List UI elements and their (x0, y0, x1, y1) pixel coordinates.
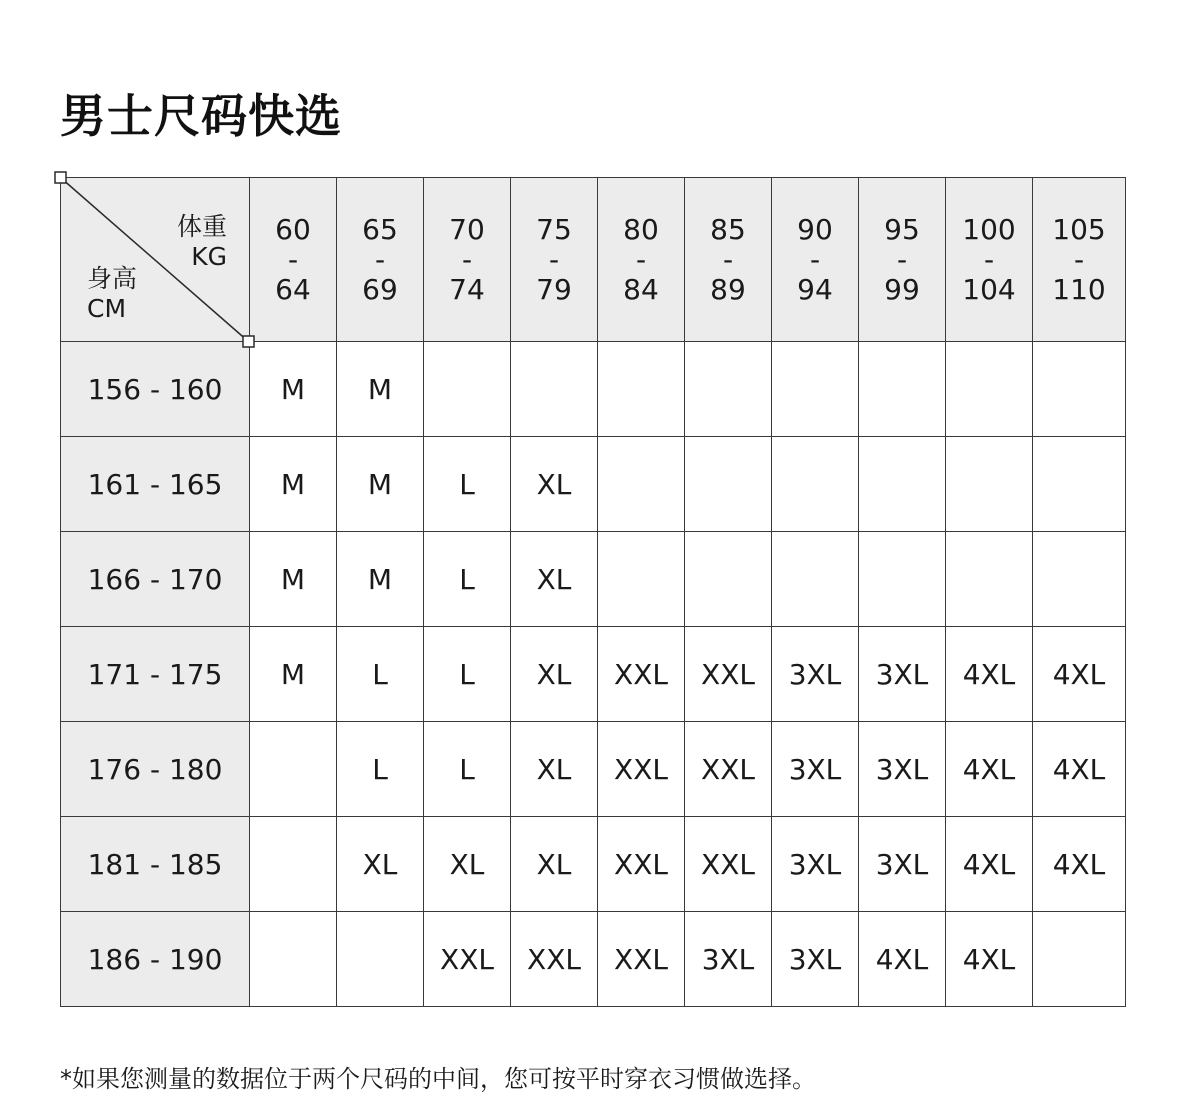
table-row (61, 912, 1126, 1007)
size-cell (511, 342, 598, 437)
weight-to: 94 (797, 272, 833, 306)
size-cell: 3XL (772, 817, 859, 912)
size-cell (772, 532, 859, 627)
size-cell: M (337, 342, 424, 437)
size-cell (250, 817, 337, 912)
corner-weight-label (177, 212, 227, 272)
weight-to: 64 (275, 272, 311, 306)
size-cell: 4XL (859, 912, 946, 1007)
height-range-cell: 181 - 185 (61, 817, 250, 912)
weight-column-header (424, 178, 511, 342)
resize-handle-bottom-right (243, 336, 254, 347)
size-cell: XXL (598, 722, 685, 817)
size-cell: XXL (685, 817, 772, 912)
size-cell (859, 437, 946, 532)
size-cell: XL (511, 532, 598, 627)
weight-to: 89 (710, 272, 746, 306)
size-cell: XL (511, 817, 598, 912)
size-cell (337, 912, 424, 1007)
size-cell (859, 342, 946, 437)
size-cell (1033, 532, 1126, 627)
height-range-cell: 176 - 180 (61, 722, 250, 817)
weight-from: 105 (1052, 212, 1106, 246)
size-cell: 3XL (859, 722, 946, 817)
weight-label: 体重 (176, 212, 227, 241)
size-cell: 3XL (772, 912, 859, 1007)
weight-column-header (946, 178, 1033, 342)
size-cell: 3XL (685, 912, 772, 1007)
size-cell: M (337, 532, 424, 627)
resize-handle-top-left (55, 172, 66, 183)
height-range-cell: 156 - 160 (61, 342, 250, 437)
size-cell: 4XL (1033, 722, 1126, 817)
size-cell: XXL (424, 912, 511, 1007)
size-cell: 4XL (1033, 627, 1126, 722)
size-cell: XXL (598, 817, 685, 912)
weight-to: 79 (536, 272, 572, 306)
table-row (61, 342, 1126, 437)
size-cell: 4XL (946, 722, 1033, 817)
size-cell: 3XL (859, 627, 946, 722)
size-cell (859, 532, 946, 627)
weight-to: 104 (962, 272, 1016, 306)
size-cell: 4XL (1033, 817, 1126, 912)
size-cell (1033, 342, 1126, 437)
size-cell: XXL (598, 912, 685, 1007)
size-cell: XL (511, 437, 598, 532)
weight-column-header (598, 178, 685, 342)
size-cell: L (424, 532, 511, 627)
height-range-cell: 171 - 175 (61, 627, 250, 722)
size-cell: XL (511, 627, 598, 722)
weight-dash: - (896, 242, 908, 276)
size-cell: XL (511, 722, 598, 817)
size-cell: L (337, 722, 424, 817)
height-range-cell: 166 - 170 (61, 532, 250, 627)
size-cell (946, 437, 1033, 532)
weight-from: 85 (710, 212, 746, 246)
weight-unit: KG (191, 242, 227, 271)
weight-dash: - (287, 242, 299, 276)
size-cell: L (424, 722, 511, 817)
height-label: 身高 (87, 264, 138, 293)
size-chart-table (60, 177, 1126, 1007)
weight-header-row (61, 178, 1126, 342)
size-cell (772, 437, 859, 532)
size-cell: M (250, 532, 337, 627)
weight-from: 65 (362, 212, 398, 246)
weight-from: 95 (884, 212, 920, 246)
footnote: *如果您测量的数据位于两个尺码的中间，您可按平时穿衣习惯做选择。 (60, 1065, 816, 1093)
size-cell: XXL (685, 627, 772, 722)
height-range-cell: 161 - 165 (61, 437, 250, 532)
weight-column-header (772, 178, 859, 342)
weight-to: 84 (623, 272, 659, 306)
size-cell (1033, 912, 1126, 1007)
weight-to: 110 (1052, 272, 1106, 306)
size-cell (685, 437, 772, 532)
size-cell: XL (337, 817, 424, 912)
weight-to: 69 (362, 272, 398, 306)
weight-column-header (685, 178, 772, 342)
size-cell: XXL (598, 627, 685, 722)
size-cell (772, 342, 859, 437)
size-cell: 4XL (946, 817, 1033, 912)
weight-column-header (250, 178, 337, 342)
weight-from: 60 (275, 212, 311, 246)
weight-from: 70 (449, 212, 485, 246)
size-cell: 3XL (772, 627, 859, 722)
size-cell: L (424, 627, 511, 722)
weight-dash: - (983, 242, 995, 276)
page-title: 男士尺码快选 (60, 89, 342, 143)
weight-column-header (511, 178, 598, 342)
corner-header-cell (61, 178, 250, 342)
table-row (61, 817, 1126, 912)
weight-dash: - (635, 242, 647, 276)
weight-dash: - (1073, 242, 1085, 276)
weight-to: 74 (449, 272, 485, 306)
size-cell: 4XL (946, 912, 1033, 1007)
size-cell (250, 722, 337, 817)
weight-from: 80 (623, 212, 659, 246)
corner-height-label (87, 264, 137, 324)
weight-dash: - (548, 242, 560, 276)
size-cell (424, 342, 511, 437)
size-cell (946, 342, 1033, 437)
weight-to: 99 (884, 272, 920, 306)
size-cell: L (424, 437, 511, 532)
size-cell: XXL (511, 912, 598, 1007)
size-cell (1033, 437, 1126, 532)
size-cell: 3XL (859, 817, 946, 912)
height-range-cell: 186 - 190 (61, 912, 250, 1007)
size-cell (598, 437, 685, 532)
size-cell (598, 342, 685, 437)
weight-from: 90 (797, 212, 833, 246)
size-cell: M (250, 627, 337, 722)
size-cell: 3XL (772, 722, 859, 817)
size-cell (598, 532, 685, 627)
weight-column-header (337, 178, 424, 342)
weight-dash: - (722, 242, 734, 276)
size-cell: XL (424, 817, 511, 912)
size-cell (685, 532, 772, 627)
size-cell: 4XL (946, 627, 1033, 722)
size-cell (250, 912, 337, 1007)
weight-column-header (859, 178, 946, 342)
weight-column-header (1033, 178, 1126, 342)
weight-dash: - (461, 242, 473, 276)
size-cell: M (250, 437, 337, 532)
size-cell (685, 342, 772, 437)
size-cell: M (337, 437, 424, 532)
height-unit: CM (87, 294, 127, 323)
weight-from: 75 (536, 212, 572, 246)
size-cell (946, 532, 1033, 627)
weight-dash: - (809, 242, 821, 276)
weight-from: 100 (962, 212, 1016, 246)
size-cell: L (337, 627, 424, 722)
table-row (61, 437, 1126, 532)
weight-dash: - (374, 242, 386, 276)
size-cell: XXL (685, 722, 772, 817)
size-cell: M (250, 342, 337, 437)
table-row (61, 722, 1126, 817)
table-row (61, 627, 1126, 722)
table-row (61, 532, 1126, 627)
